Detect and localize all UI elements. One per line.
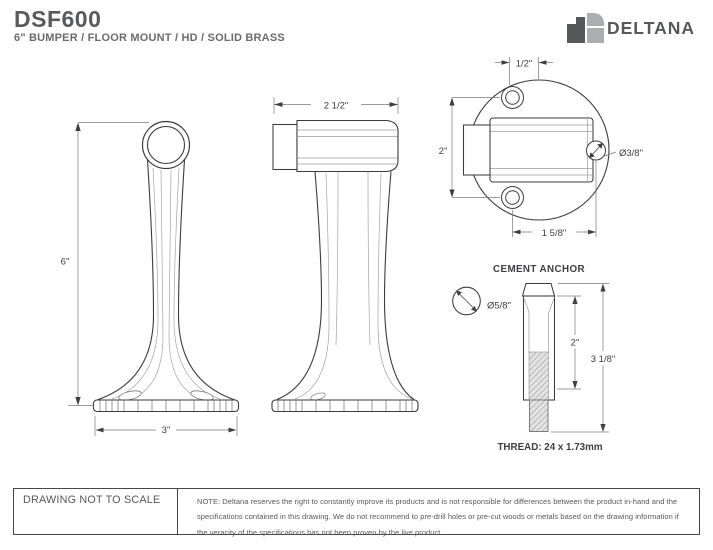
front-column-outline [179,160,236,400]
dim-arrow-down [572,381,577,389]
side-base-plate [272,400,418,412]
anchor-sleeve-length-label: 2" [570,337,580,349]
front-height-label: 6" [60,256,70,268]
dim-arrow-left [274,102,283,107]
footer-title-block [13,488,700,535]
top-head-cylinder [490,118,593,182]
dim-arrow-down [600,424,605,432]
dim-arrow-up [572,296,577,304]
side-column-outline [385,172,415,400]
anchor-diameter-label: Ø5/8" [487,300,511,312]
dim-arrow-left [539,60,547,65]
side-length-label: 2 1/2" [323,100,349,112]
center-to-tip-label: 1 5/8" [541,228,567,239]
product-description: 6" BUMPER / FLOOR MOUNT / HD / SOLID BRASS [14,32,285,44]
top-screw-hole-upper-outer [502,87,524,109]
dim-arrow-right [588,230,596,235]
side-bumper-cap [273,125,297,170]
dim-arrow-right [390,102,399,107]
dim-arrow-left [513,230,521,235]
dim-arrow-down [449,190,454,198]
anchor-thread-spec: THREAD: 24 x 1.73mm [497,442,603,453]
product-code-title: DSF600 [14,6,102,32]
anchor-total-length-label: 3 1/8" [590,354,616,365]
pin-diameter-label: Ø3/8" [619,148,643,159]
top-view [435,57,643,239]
dim-arrow-right [502,60,510,65]
disclaimer-note: NOTE: Deltana reserves the right to constantly improve its products and is not responsible for differences between the product in-hand and the specifications contained in this drawing. We do not recommend to pre-drill holes or pre-cut woods or metals based on the drawing information if the veracity of the specifications has not been proven by the live product. [197,497,679,537]
hole-spacing-label: 2" [438,146,448,157]
dim-arrow-up [449,98,454,106]
front-column-outline [97,160,154,400]
top-screw-hole-lower-outer [502,187,524,209]
side-column-outline [277,172,322,400]
brand-name: DELTANA [607,18,696,38]
dim-arrow-left [96,428,104,433]
dim-arrow-up [600,284,605,292]
cement-anchor-view [453,264,624,453]
front-column-detail-lines [112,168,220,399]
drawing-scale-note: DRAWING NOT TO SCALE [14,489,178,534]
anchor-thread-rod [530,400,549,432]
front-ring-outer [143,122,190,169]
anchor-title: CEMENT ANCHOR [493,264,585,275]
side-column-detail-lines [295,172,412,399]
anchor-thread-hidden [529,352,549,400]
front-height-dimension [68,123,149,406]
front-view [55,122,239,437]
dim-arrow-down [75,397,80,406]
hole-offset-label: 1/2" [515,58,533,70]
anchor-cap [523,284,555,297]
front-base-width-label: 3" [161,425,171,436]
side-view [272,97,418,412]
dim-arrow-up [75,123,80,132]
top-bumper-cap [464,125,491,175]
dim-arrow-right [229,428,237,433]
